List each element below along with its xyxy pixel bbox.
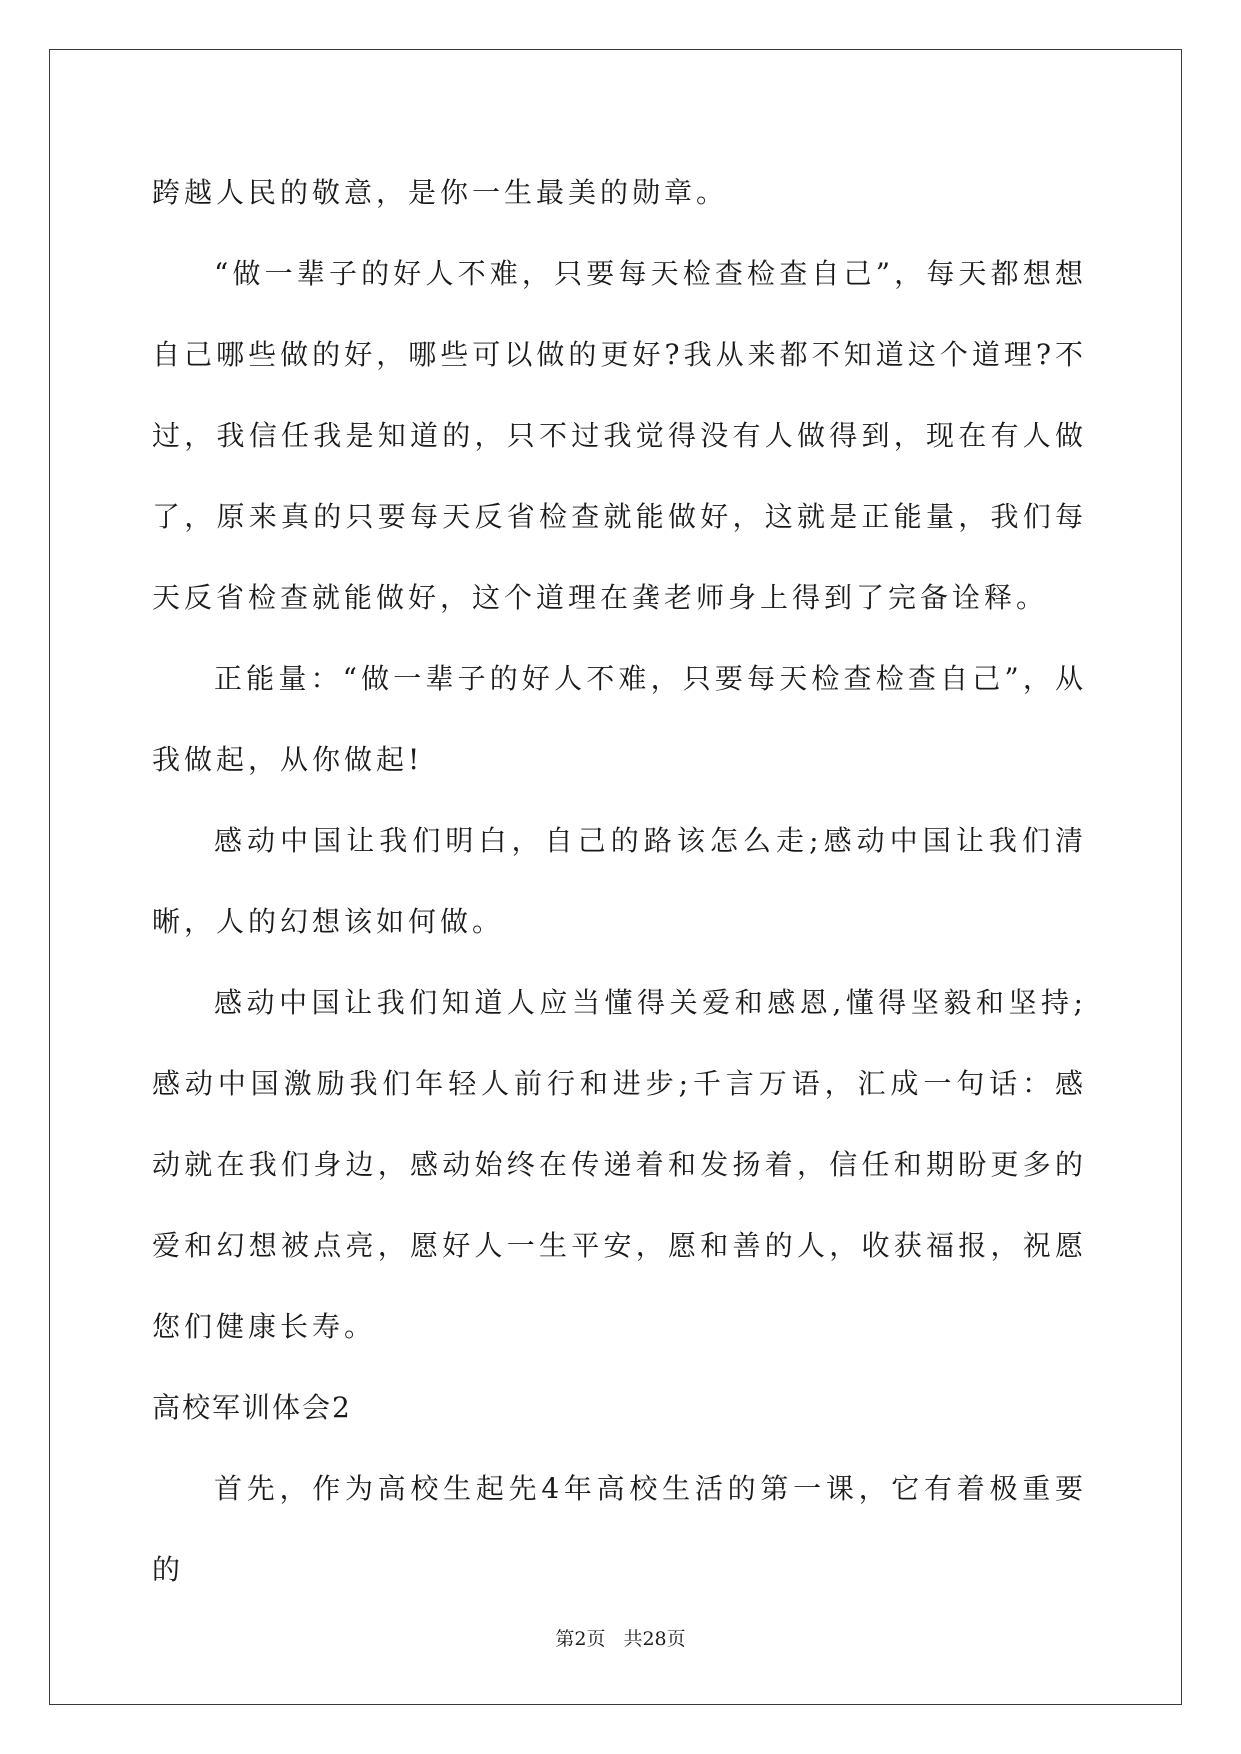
paragraph-2: “做一辈子的好人不难，只要每天检查检查自己”，每天都想想自己哪些做的好，哪些可以做的更好?我从来都不知道这个道理?不过，我信任我是知道的，只不过我觉得没有人做得到，现在有人做了，原来真的只要每天反省检查就能做好，这就是正能量，我们每天反省检查就能做好，这个道理在龚老师身上得到了完备诠释。	[152, 257, 1087, 614]
section-heading: 高校军训体会2	[152, 1391, 352, 1424]
page-number: 第2页	[555, 1628, 606, 1650]
paragraph-4: 感动中国让我们明白，自己的路该怎么走;感动中国让我们清晰，人的幻想该如何做。	[152, 824, 1087, 938]
page-total: 共28页	[623, 1628, 686, 1650]
paragraph-1: 跨越人民的敬意，是你一生最美的勋章。	[152, 176, 729, 209]
paragraph-3: 正能量：“做一辈子的好人不难，只要每天检查检查自己”，从我做起，从你做起!	[152, 662, 1087, 776]
paragraph-6: 首先，作为高校生起先4年高校生活的第一课，它有着极重要的	[152, 1472, 1087, 1586]
page-footer	[0, 1627, 1241, 1651]
document-body	[152, 152, 1087, 1610]
paragraph-5: 感动中国让我们知道人应当懂得关爱和感恩,懂得坚毅和坚持;感动中国激励我们年轻人前行和进步;千言万语，汇成一句话：感动就在我们身边，感动始终在传递着和发扬着，信任和期盼更多的爱和幻想被点亮，愿好人一生平安，愿和善的人，收获福报，祝愿您们健康长寿。	[152, 986, 1087, 1343]
